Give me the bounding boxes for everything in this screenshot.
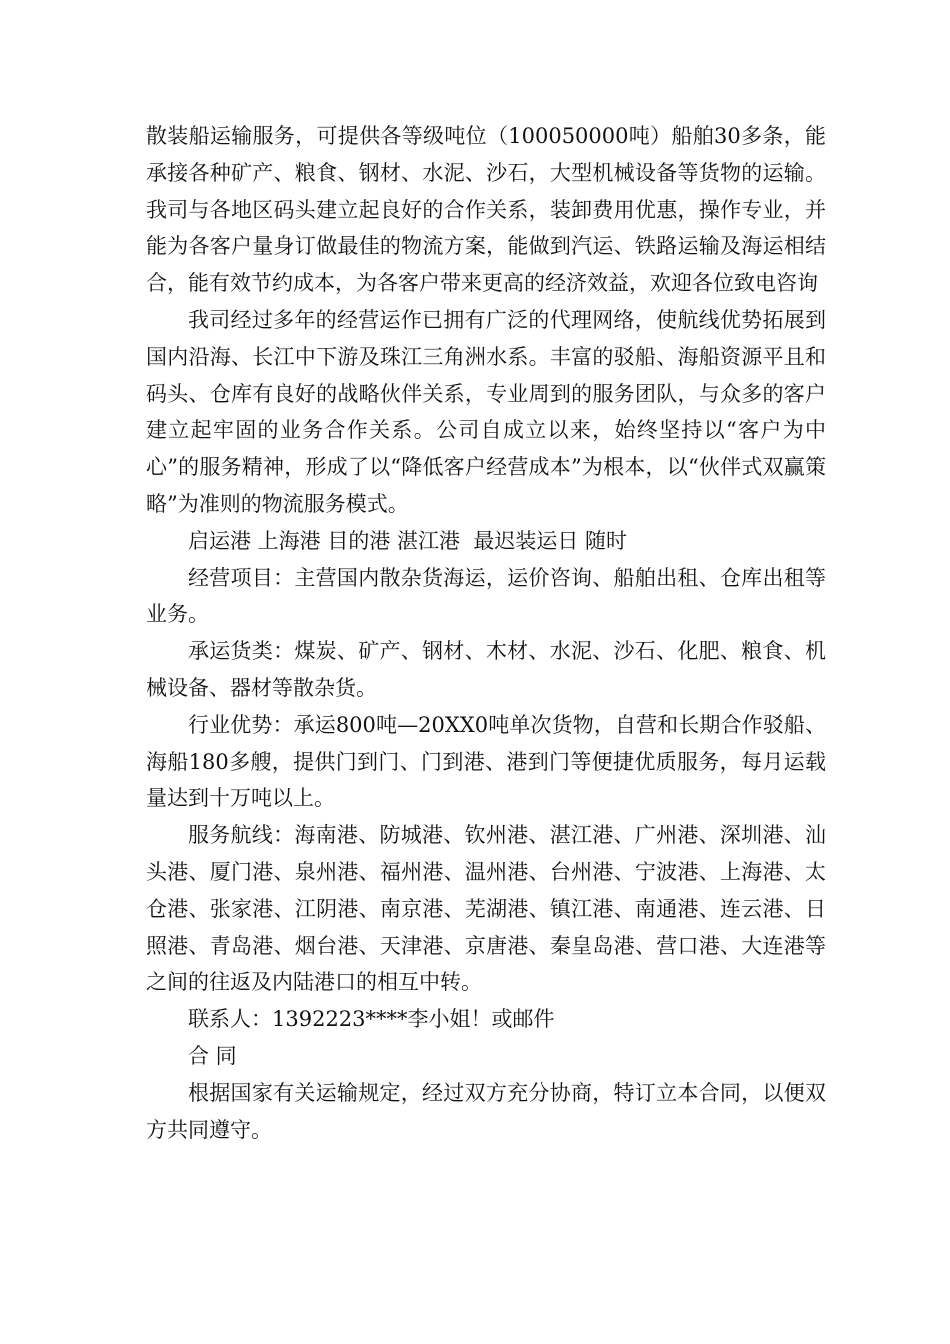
paragraph-route-info: 启运港 上海港 目的港 湛江港 最迟装运日 随时 bbox=[188, 528, 628, 553]
paragraph-service-routes: 服务航线：海南港、防城港、钦州港、湛江港、广州港、深圳港、汕头港、厦门港、泉州港、福州港、温州港、台州港、宁波港、上海港、太仓港、张家港、江阴港、南京港、芜湖港、镇江港、南通港、连云港、日照港、青岛港、烟台港、天津港、京唐港、秦皇岛港、营口港、大连港等之间的往返及内陆港口的相互中转。 bbox=[146, 823, 826, 995]
paragraph-industry-advantage: 行业优势：承运800吨—20XX0吨单次货物，自营和长期合作驳船、海船180多艘，提供门到门、门到港、港到门等便捷优质服务，每月运载量达到十万吨以上。 bbox=[146, 712, 826, 811]
paragraph-contract-intro: 根据国家有关运输规定，经过双方充分协商，特订立本合同，以便双方共同遵守。 bbox=[146, 1080, 826, 1142]
paragraph-contact: 联系人：1392223****李小姐！或邮件 bbox=[188, 1007, 555, 1032]
paragraph-business-scope: 经营项目：主营国内散杂货海运，运价咨询、船舶出租、仓库出租等业务。 bbox=[146, 565, 826, 627]
document-page bbox=[146, 118, 826, 1148]
paragraph-agency-network: 我司经过多年的经营运作已拥有广泛的代理网络，使航线优势拓展到国内沿海、长江中下游及珠江三角洲水系。丰富的驳船、海船资源平且和码头、仓库有良好的战略伙伴关系，专业周到的服务团队，与众多的客户建立起牢固的业务合作关系。公司自成立以来，始终坚持以“客户为中心”的服务精神，形成了以“降低客户经营成本”为根本，以“伙伴式双赢策略”为准则的物流服务模式。 bbox=[146, 307, 826, 516]
paragraph-cargo-types: 承运货类：煤炭、矿产、钢材、木材、水泥、沙石、化肥、粮食、机械设备、器材等散杂货。 bbox=[146, 639, 826, 700]
contract-heading: 合 同 bbox=[188, 1043, 237, 1068]
paragraph-bulk-shipping-service: 散装船运输服务，可提供各等级吨位（100050000吨）船舶30多条，能承接各种矿产、粮食、钢材、水泥、沙石，大型机械设备等货物的运输。我司与各地区码头建立起良好的合作关系，装卸费用优惠，操作专业，并能为各客户量身订做最佳的物流方案，能做到汽运、铁路运输及海运相结合，能有效节约成本，为各客户带来更高的经济效益，欢迎各位致电咨询 bbox=[146, 124, 826, 296]
